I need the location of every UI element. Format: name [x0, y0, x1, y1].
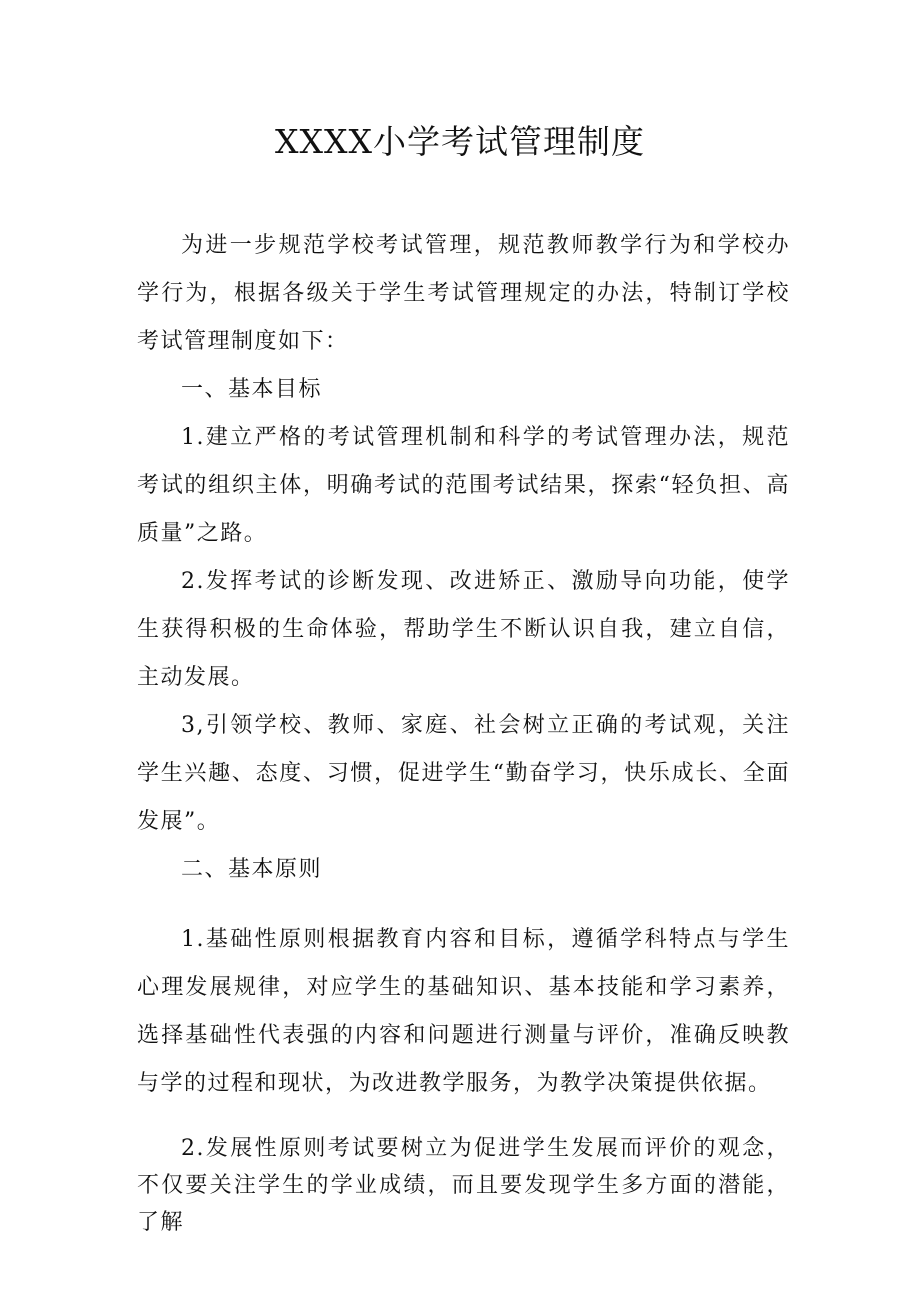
- paragraph-principle-2: 2.发展性原则考试要树立为促进学生发展而评价的观念，不仅要关注学生的学业成绩，而且要发现学生多方面的潜能，了解: [137, 1136, 790, 1235]
- paragraph-goal-1: 1.建立严格的考试管理机制和科学的考试管理办法，规范考试的组织主体，明确考试的范围考试结果，探索“轻负担、高质量”之路。: [137, 425, 790, 546]
- paragraph-goal-3: 3,引领学校、教师、家庭、社会树立正确的考试观，关注学生兴趣、态度、习惯，促进学生“勤奋学习，快乐成长、全面发展”。: [137, 713, 790, 834]
- document-title: XXXX小学考试管理制度: [275, 122, 645, 161]
- section-heading-2: 二、基本原则: [181, 857, 323, 882]
- document-body: [137, 222, 790, 1241]
- section-heading-1: 一、基本目标: [181, 377, 323, 402]
- paragraph-principle-1: 1.基础性原则根据教育内容和目标，遵循学科特点与学生心理发展规律，对应学生的基础知识、基本技能和学习素养，选择基础性代表强的内容和问题进行测量与评价，准确反映教与学的过程和现状，为改进教学服务，为教学决策提供依据。: [137, 927, 790, 1096]
- paragraph-intro: 为进一步规范学校考试管理，规范教师教学行为和学校办学行为，根据各级关于学生考试管理规定的办法，特制订学校考试管理制度如下：: [137, 233, 790, 354]
- paragraph-goal-2: 2.发挥考试的诊断发现、改进矫正、激励导向功能，使学生获得积极的生命体验，帮助学生不断认识自我，建立自信，主动发展。: [137, 569, 790, 690]
